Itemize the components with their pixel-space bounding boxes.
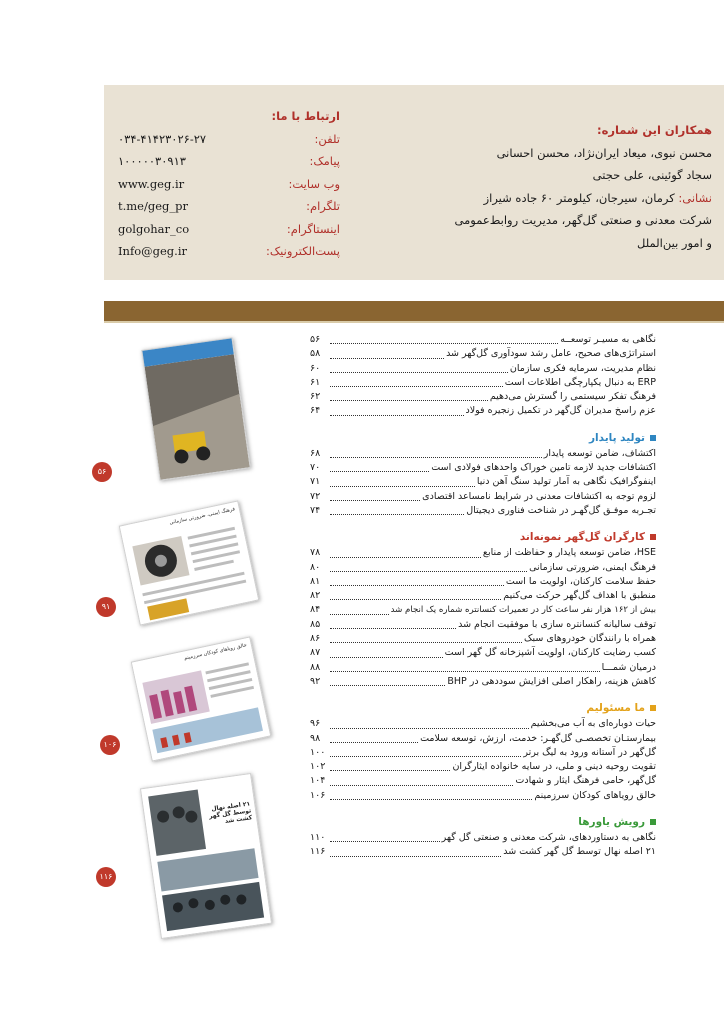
page-badge: ۱۰۶ — [100, 735, 120, 755]
toc-entry[interactable] — [310, 831, 656, 845]
instagram-label: اینستاگرام: — [286, 221, 340, 236]
phone-value: ۰۳۴-۴۱۴۲۳۰۲۶-۲۷ — [118, 131, 207, 146]
toc-entry-title: نظام مدیریت، سرمایه فکری سازمان — [509, 362, 656, 374]
toc-leader-dots — [330, 614, 389, 615]
tree-planting-photo — [141, 774, 271, 938]
toc-entry-title: لزوم توجه به اکتشافات معدنی در شرایط نامساعد اقتصادی — [422, 490, 656, 502]
toc-leader-dots — [330, 571, 527, 572]
thumbnail-title: فرهنگ ایمنی، ضرورتی سازمانی — [168, 506, 236, 527]
email-label: پست‌الکترونیک: — [265, 244, 340, 258]
toc-entry-page: ۸۸ — [310, 661, 321, 673]
band-edge — [104, 321, 724, 323]
mining-truck-photo — [145, 354, 250, 479]
toc-leader-dots — [330, 799, 532, 800]
page-badge: ۹۱ — [96, 597, 116, 617]
toc-entry[interactable] — [310, 603, 656, 617]
toc-entry-title: بیش از ۱۶۲ هزار نفر ساعت کار در تعمیرات کنسانتره شماره یک انجام شد — [390, 605, 656, 616]
telegram-link[interactable]: t.me/geg_pr — [118, 199, 188, 213]
email-link[interactable]: Info@geg.ir — [118, 244, 187, 258]
toc-leader-dots — [330, 742, 418, 743]
toc-entry[interactable] — [310, 546, 656, 560]
section-title: ما مسئولیم — [586, 702, 645, 715]
toc-entry-page: ۶۱ — [310, 376, 321, 388]
toc-entry-title: گل‌گهر، حامی فرهنگ ایثار و شهادت — [515, 775, 656, 787]
toc-leader-dots — [330, 841, 440, 842]
toc-leader-dots — [330, 400, 488, 401]
toc-entry-page: ۱۰۶ — [310, 789, 326, 801]
toc-entry[interactable] — [310, 774, 656, 788]
toc-entry[interactable] — [310, 362, 656, 376]
toc-entry[interactable] — [310, 746, 656, 760]
toc-leader-dots — [330, 386, 503, 387]
toc-entry[interactable] — [310, 390, 656, 404]
contributors-heading: همکاران این شماره: — [596, 123, 712, 137]
toc-leader-dots — [330, 599, 501, 600]
toc-entry-title: بیمارستـان تخصصـی گل‌گهـر: خدمت، ارزش، توسعه سلامت — [420, 732, 656, 744]
toc-section-heading — [310, 528, 656, 546]
contact-row-telegram — [118, 195, 340, 218]
toc-entry-page: ۹۸ — [310, 732, 321, 744]
toc-entry-title: منطبق با اهداف گل‌گهر حرکت می‌کنیم — [503, 590, 656, 602]
toc-leader-dots — [330, 770, 450, 771]
toc-entry-title: نگاهی به مسیـر توسعــه — [560, 334, 656, 345]
toc-entry[interactable] — [310, 347, 656, 361]
toc-leader-dots — [330, 728, 529, 729]
toc-entry[interactable] — [310, 575, 656, 589]
toc-entry-title: اینفوگرافیک نگاهی به آمار تولید سنگ آهن دنیا — [476, 476, 656, 488]
toc-entry-title: اکتشاف، ضامن توسعه پایدار — [543, 447, 656, 459]
toc-entry-page: ۵۶ — [310, 334, 321, 345]
page-thumbnail-116 — [140, 773, 272, 939]
section-title: کارگران گل‌گهر نمونه‌اند — [519, 531, 645, 544]
toc-entry-title: ۲۱ اصله نهال توسط گل گهر کشت شد — [503, 846, 656, 858]
toc-entry-title: عزم راسخ مدیران گل‌گهر در تکمیل زنجیره فولاد — [465, 405, 656, 417]
instagram-link[interactable]: golgohar_co — [118, 221, 190, 236]
toc-entry-page: ۸۵ — [310, 618, 321, 630]
thumbnail-title: ۲۱ اصله نهال توسط گل گهر کشت شد — [208, 800, 253, 825]
toc-entry-title: توقف سالیانه کنسانتره سازی با موفقیت انجام شد — [458, 618, 656, 630]
telegram-label: تلگرام: — [306, 199, 340, 213]
toc-top-group — [310, 333, 656, 419]
contributors-block — [382, 119, 712, 254]
toc-entry-page: ۷۰ — [310, 462, 321, 474]
page-thumbnail-106 — [131, 636, 272, 761]
toc-entry-page: ۵۸ — [310, 348, 321, 360]
toc-leader-dots — [330, 657, 443, 658]
toc-entry-page: ۸۲ — [310, 590, 321, 602]
toc-leader-dots — [330, 415, 464, 416]
toc-entry-title: HSE، ضامن توسعه پایدار و حفاظت از منابع — [482, 547, 656, 559]
page-thumbnail-91 — [119, 500, 260, 625]
toc-leader-dots — [330, 785, 513, 786]
toc-entry-title: حیات دوباره‌ای به آب می‌بخشیم — [530, 718, 656, 730]
toc-entry[interactable] — [310, 589, 656, 603]
toc-leader-dots — [330, 457, 542, 458]
contact-row-phone — [118, 128, 340, 151]
toc-entry[interactable] — [310, 376, 656, 390]
website-label: وب سایت: — [288, 176, 340, 191]
address-value: کرمان، سیرجان، کیلومتر ۶۰ جاده شیراز — [483, 190, 675, 205]
toc-leader-dots — [330, 557, 481, 558]
toc-entry-page: ۸۰ — [310, 561, 321, 573]
toc-entry-title: خالق رویاهای کودکان سرزمینم — [534, 789, 656, 801]
toc-entry-title: گل‌گهر در آستانه ورود به لیگ برتر — [523, 746, 656, 758]
toc-entry[interactable] — [310, 675, 656, 689]
toc-entry-title: نگاهی به دستاوردهای، شرکت معدنی و صنعتی گل گهر — [441, 832, 656, 844]
toc-entry-page: ۷۴ — [310, 504, 321, 516]
toc-leader-dots — [330, 486, 475, 487]
brown-divider-band — [104, 301, 724, 321]
toc-leader-dots — [330, 514, 464, 515]
toc-entry[interactable] — [310, 646, 656, 660]
toc-entry-page: ۶۴ — [310, 405, 321, 417]
address-line — [382, 187, 712, 210]
toc-entry-page: ۸۱ — [310, 575, 321, 587]
toc-entry-page: ۷۸ — [310, 547, 321, 559]
toc-entry[interactable] — [310, 504, 656, 518]
toc-leader-dots — [330, 628, 456, 629]
toc-entry[interactable] — [310, 475, 656, 489]
page-badge: ۱۱۶ — [96, 867, 116, 887]
toc-entry-page: ۶۲ — [310, 391, 321, 403]
section-title: رویش یاورها — [578, 816, 645, 829]
toc-leader-dots — [330, 471, 429, 472]
toc-section-heading — [310, 429, 656, 447]
toc-leader-dots — [330, 585, 504, 586]
toc-leader-dots — [330, 372, 508, 373]
toc-entry-title: فرهنگ تفکر سیستمی را گسترش می‌دهیم — [489, 391, 656, 403]
toc-entry-title: کسب رضایت کارکنان، اولویت آشپزخانه گل گهر است — [444, 647, 656, 659]
toc-entry-title: همراه با رانندگان خودروهای سبک — [524, 633, 656, 645]
toc-entry-page: ۶۰ — [310, 362, 321, 374]
contact-row-website — [118, 173, 340, 196]
contact-heading: ارتباط با ما: — [271, 109, 340, 123]
toc-entry-title: فرهنگ ایمنی، ضرورتی سازمانی — [529, 561, 656, 573]
section-square-icon — [650, 435, 656, 441]
toc-entry-title: تقویت روحیه دینی و ملی، در سایه خانواده ایثارگران — [452, 761, 656, 773]
contact-row-instagram — [118, 218, 340, 241]
toc-entry[interactable] — [310, 561, 656, 575]
phone-label: تلفن: — [314, 131, 340, 146]
toc-entry-page: ۱۰۲ — [310, 761, 326, 773]
sms-label: پیامک: — [309, 154, 340, 168]
toc-entry[interactable] — [310, 632, 656, 646]
contact-row-email — [118, 240, 340, 263]
website-link[interactable]: www.geg.ir — [118, 176, 185, 191]
toc-section-heading — [310, 813, 656, 831]
toc-entry-page: ۱۱۶ — [310, 846, 326, 858]
company-line-2: و امور بین‌الملل — [636, 235, 712, 250]
toc-entry-title: استراتژی‌های صحیح، عامل رشد سودآوری گل‌گهر شد — [446, 348, 656, 360]
toc-leader-dots — [330, 343, 558, 344]
toc-entry-page: ۱۰۴ — [310, 775, 326, 787]
toc-entry-title: کاهش هزینه، راهکار اصلی افزایش سوددهی در BHP — [447, 675, 656, 687]
toc-entry[interactable] — [310, 717, 656, 731]
toc-entry-page: ۱۰۰ — [310, 746, 326, 758]
toc-entry-page: ۶۸ — [310, 447, 321, 459]
toc-entry-title: ERP به دنبال یکپارچگی اطلاعات است — [504, 376, 656, 388]
toc-entry[interactable] — [310, 845, 656, 859]
toc-entry-title: اکتشافات جدید لازمه تامین خوراک واحدهای فولادی است — [431, 462, 656, 474]
toc-entry-page: ۱۱۰ — [310, 832, 326, 844]
address-label: نشانی: — [678, 190, 712, 205]
contributors-names-2: سجاد گوئینی، علی حجتی — [592, 168, 712, 182]
toc-leader-dots — [330, 642, 522, 643]
toc-entry[interactable] — [310, 333, 656, 347]
toc-entry-page: ۷۱ — [310, 476, 321, 488]
toc-entry[interactable] — [310, 618, 656, 632]
contributors-names-1: محسن نبوی، میعاد ایران‌نژاد، محسن احسانی — [496, 145, 712, 160]
toc-entry[interactable] — [310, 760, 656, 774]
toc-entry-title: حفظ سلامت کارکنان، اولویت ما است — [505, 575, 656, 587]
section-title: تولید پایدار — [588, 431, 645, 444]
toc-entry[interactable] — [310, 447, 656, 461]
contact-block — [118, 105, 340, 263]
toc-leader-dots — [330, 358, 444, 359]
toc-leader-dots — [330, 756, 521, 757]
toc-leader-dots — [330, 856, 501, 857]
thumbnail-title: خالق رویاهای کودکان سرزمینم — [183, 642, 248, 662]
toc-section-heading — [310, 699, 656, 717]
contact-row-sms — [118, 150, 340, 173]
toc-entry[interactable] — [310, 490, 656, 504]
section-square-icon — [650, 819, 656, 825]
toc-leader-dots — [330, 685, 445, 686]
toc-entry[interactable] — [310, 461, 656, 475]
toc-entry[interactable] — [310, 661, 656, 675]
toc-entry-page: ۷۲ — [310, 490, 321, 502]
toc-entry-page: ۸۶ — [310, 633, 321, 645]
sms-value: ۱۰۰۰۰۰۳۰۹۱۳ — [118, 154, 186, 168]
toc-entry-page: ۹۲ — [310, 675, 321, 687]
toc-entry-title: تجـربه موفـق گل‌گهـر در شناخت فناوری دیجیتال — [466, 504, 656, 516]
table-of-contents — [310, 333, 656, 860]
toc-entry-page: ۸۴ — [310, 604, 321, 616]
section-square-icon — [650, 705, 656, 711]
page-thumbnail-56 — [141, 337, 250, 481]
toc-entry-page: ۸۷ — [310, 647, 321, 659]
toc-entry[interactable] — [310, 732, 656, 746]
toc-entry-page: ۹۶ — [310, 718, 321, 730]
page-badge: ۵۶ — [92, 462, 112, 482]
toc-entry[interactable] — [310, 789, 656, 803]
toc-leader-dots — [330, 500, 420, 501]
company-line-1: شرکت معدنی و صنعتی گل‌گهر، مدیریت روابط‌عمومی — [454, 213, 712, 227]
toc-entry[interactable] — [310, 404, 656, 418]
section-square-icon — [650, 534, 656, 540]
toc-entry-title: درمیان شمـــا — [601, 661, 656, 673]
toc-leader-dots — [330, 671, 600, 672]
